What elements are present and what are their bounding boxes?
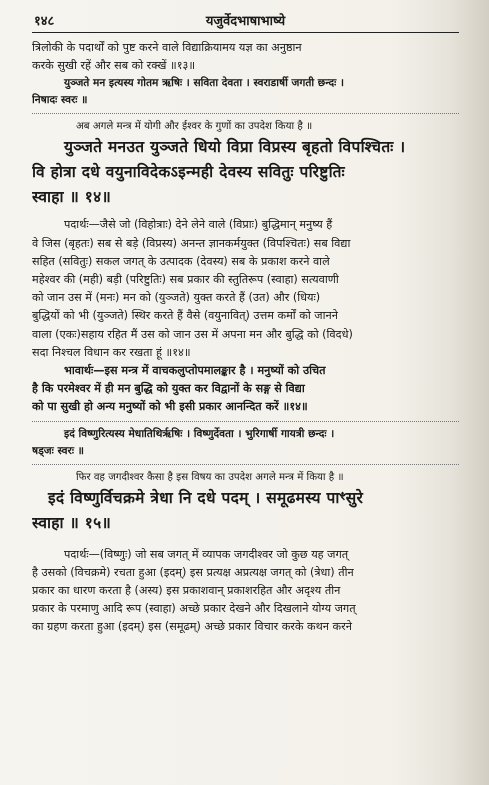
padartha-line: है उसको (विचक्रमे) रचता हुआ (इदम्) इस प्रत्यक्ष अप्रत्यक्ष जगत् को (त्रेधा) तीन <box>32 565 354 579</box>
text-line: करके सुखी रहें और सब को रक्खें ॥१३॥ <box>32 59 196 73</box>
padartha-line: प्रकार के परमाणु आदि रूप (स्वाहा) अच्छे प्रकार देखने और दिखलाने योग्य जगत् <box>32 602 356 616</box>
padartha-line: पदार्थः—(विष्णुः) जो सब जगत् में व्यापक जगदीश्वर जो कुछ यह जगत् <box>64 547 349 561</box>
verse15-rishi-note <box>32 426 459 460</box>
continued-paragraph <box>32 39 459 75</box>
rishi-line: युञ्जते मन इत्यस्य गोतम ऋषिः । सविता देवता । स्वराडार्षी जगती छन्दः । <box>64 77 344 90</box>
divider <box>32 113 459 114</box>
verse14-padartha <box>32 216 459 362</box>
padartha-line: का ग्रहण करता हुआ (इदम्) इस (समूढम्) अच्छे प्रकार विचार करके कथन करने <box>32 620 352 634</box>
verse14-rishi-note <box>32 75 459 109</box>
padartha-line: वे जिस (बृहतः) सब से बड़े (विप्रस्य) अनन्त ज्ञानकर्मयुक्त (विपश्चितः) सब विद्या <box>32 236 351 250</box>
mantra-line: वि होत्रा दधे वयुनाविदेकऽइन्मही देवस्य सवितुः परिष्टुतिः <box>32 163 345 182</box>
page-number: १४८ <box>34 14 55 29</box>
divider <box>32 421 459 422</box>
mantra-line: युञ्जते मनउत युञ्जते धियो विप्रा विप्रस्य बृहतो विपश्चितः । <box>64 138 406 157</box>
padartha-line: को जान उस में (मनः) मन को (युञ्जते) युक्त करते हैं (उत) और (धियः) <box>32 291 321 305</box>
verse15-padartha <box>32 546 459 637</box>
verse14-mantra <box>32 135 459 210</box>
divider <box>32 464 459 465</box>
mantra-line: इदं विष्णुर्विचक्रमे त्रेधा नि दधे पदम् । समूढमस्य पाꣳसुरे <box>48 488 364 507</box>
book-title: यजुर्वेदभाषाभाष्ये <box>205 14 286 29</box>
padartha-line: पदार्थः—जैसे जो (विहोत्राः) देने लेने वाले (विप्राः) बुद्धिमान् मनुष्य हैं <box>64 218 333 232</box>
bhavartha-line: है कि परमेश्वर में ही मन बुद्धि को युक्त कर विद्वानों के सङ्ग से विद्या <box>32 382 305 396</box>
padartha-line: महेश्वर की (मही) बड़ी (परिष्टुतिः) सब प्रकार की स्तुतिरूप (स्वाहा) सत्यवाणी <box>32 273 339 287</box>
bhavartha-line: भावार्थः—इस मन्त्र में वाचकलुप्तोपमालङ्कार है । मनुष्यों को उचित <box>64 364 326 378</box>
verse14-bhavartha <box>32 362 459 417</box>
padartha-line: वाला (एकः)सहाय रहित मैं उस को जान उस में अपना मन और बुद्धि को (विदधे) <box>32 327 353 341</box>
verse15-mantra <box>32 486 459 536</box>
rishi-line: इदं विष्णुरित्यस्य मेधातिथिर्ऋषिः । विष्णुर्देवता । भुरिगार्षी गायत्री छन्दः । <box>64 427 335 440</box>
rishi-line: निषादः स्वरः ॥ <box>32 94 88 107</box>
mantra-line: स्वाहा ॥ १५॥ <box>32 513 112 532</box>
bhavartha-line: को पा सुखी हो अन्य मनुष्यों को भी इसी प्रकार आनन्दित करें ॥१४॥ <box>32 400 308 414</box>
verse15-intro: फिर वह जगदीश्वर कैसा है इस विषय का उपदेश अगले मन्त्र में किया है ॥ <box>76 471 344 483</box>
padartha-line: बुद्धियों को भी (युञ्जते) स्थिर करते हैं वैसे (वयुनावित्) उत्तम कर्मों को जानने <box>32 309 338 323</box>
padartha-line: सदा निश्चल विधान कर रखता हूं ॥१४॥ <box>32 345 191 359</box>
padartha-line: सहित (सवितुः) सकल जगत् के उत्पादक (देवस्य) सब के प्रकाश करने वाले <box>32 254 330 268</box>
running-header <box>32 8 459 33</box>
verse14-intro: अब अगले मन्त्र में योगी और ईश्वर के गुणों का उपदेश किया है ॥ <box>76 121 313 133</box>
padartha-line: प्रकार का धारण करता है (अस्य) इस प्रकाशवान् प्रकाशरहित और अदृश्य तीन <box>32 584 341 598</box>
text-line: त्रिलोकी के पदार्थों को पुष्ट करने वाले विद्याक्रियामय यज्ञ का अनुष्ठान <box>32 41 302 54</box>
mantra-line: स्वाहा ॥ १४॥ <box>32 188 112 207</box>
rishi-line: षड्जः स्वरः ॥ <box>32 444 84 457</box>
